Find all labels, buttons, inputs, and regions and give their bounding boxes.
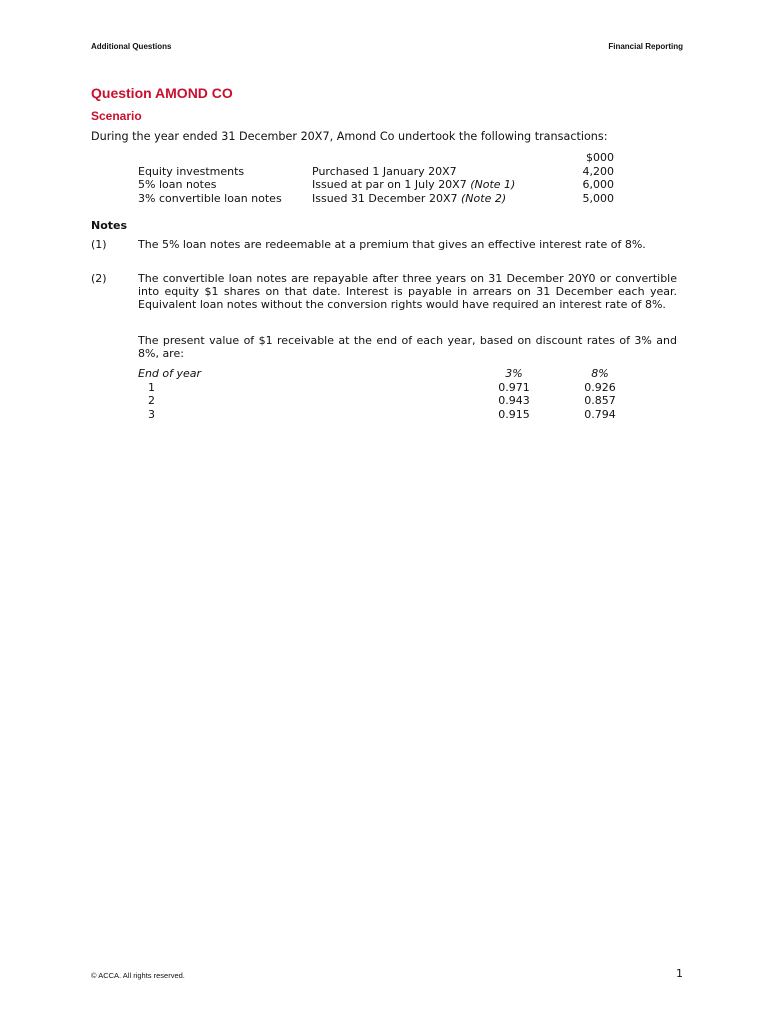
notes-heading: Notes (91, 219, 128, 232)
pv-year: 1 (148, 380, 155, 394)
scenario-intro: During the year ended 31 December 20X7, Amond Co undertook the following transactions: (91, 130, 608, 143)
note-item (91, 238, 677, 251)
transaction-item: Equity investments (138, 164, 245, 178)
note-text: The 5% loan notes are redeemable at a premium that gives an effective interest rate of 8%. (138, 238, 646, 251)
pv-year: 3 (148, 407, 155, 421)
running-header-left: Additional Questions (91, 42, 172, 51)
pv-rate1: 0.915 (498, 407, 530, 421)
section-heading-scenario: Scenario (91, 109, 142, 123)
transactions-header-row (138, 151, 618, 165)
running-header-right: Financial Reporting (608, 42, 683, 51)
pv-rate1: 0.943 (498, 394, 530, 407)
pv-rate1: 0.971 (498, 380, 530, 394)
table-row (138, 408, 638, 422)
transaction-detail: Purchased 1 January 20X7 (312, 164, 457, 178)
pv-header-year: End of year (138, 367, 202, 380)
table-row (138, 178, 618, 192)
page-number: 1 (676, 967, 683, 980)
note-ref: (Note 1) (470, 178, 516, 191)
unit-header: $000 (586, 151, 614, 164)
transaction-detail: Issued 31 December 20X7 (Note 2) (312, 191, 507, 205)
note-ref: (Note 2) (461, 191, 507, 205)
table-row (138, 394, 638, 408)
copyright-footer: © ACCA. All rights reserved. (91, 971, 185, 980)
note-number: (2) (91, 272, 107, 285)
note-number: (1) (91, 238, 107, 251)
pv-rate2: 0.926 (584, 380, 616, 394)
pv-header-row (138, 367, 638, 381)
transaction-item: 5% loan notes (138, 178, 217, 191)
pv-intro-paragraph (91, 334, 677, 360)
table-row (138, 165, 618, 179)
pv-intro-text: The present value of $1 receivable at the end of each year, based on discount rates of 3% and 8%, are: (138, 334, 677, 360)
transaction-item: 3% convertible loan notes (138, 191, 282, 205)
pv-rate2: 0.857 (584, 394, 616, 407)
pv-header-rate2: 8% (591, 367, 609, 380)
table-row (138, 381, 638, 395)
pv-header-rate1: 3% (505, 367, 523, 380)
transaction-amount: 6,000 (582, 178, 614, 191)
transaction-amount: 5,000 (582, 191, 614, 205)
table-row (138, 192, 618, 206)
note-item (91, 272, 677, 311)
transactions-table (138, 151, 618, 205)
present-value-table (138, 367, 638, 421)
transaction-detail: Issued at par on 1 July 20X7 (Note 1) (312, 178, 516, 191)
pv-rate2: 0.794 (584, 407, 616, 421)
question-title: Question AMOND CO (91, 85, 233, 101)
pv-year: 2 (148, 394, 155, 407)
note-text: The convertible loan notes are repayable after three years on 31 December 20Y0 or convertible into equity $1 shares on that date. Interest is payable in arrears on 31 December each year. Equivalent loan notes without the conversion rights would have required an interest rate of 8%. (138, 272, 677, 311)
transaction-amount: 4,200 (582, 164, 614, 178)
